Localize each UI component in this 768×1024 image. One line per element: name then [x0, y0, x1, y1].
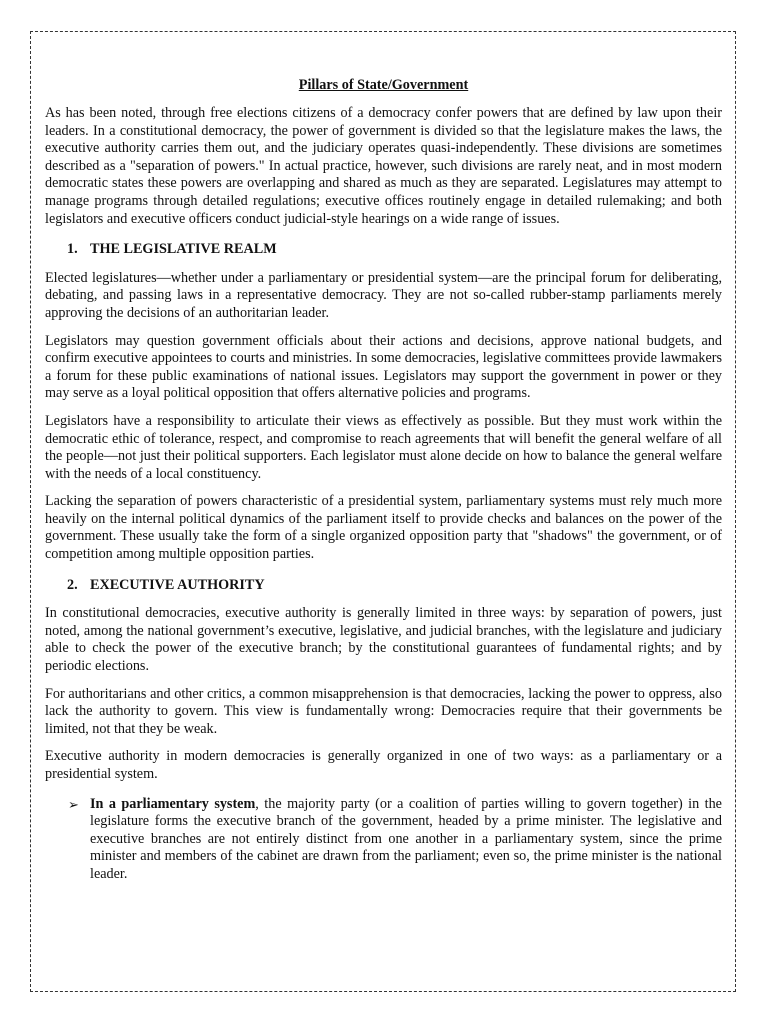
legislative-paragraph: Lacking the separation of powers characteristic of a presidential system, parliamentary systems must rely much more heavily on the internal political dynamics of the parliament itself to provide checks and balances on the power of the government. These usually take the form of a single organized opposition party that "shadows" the government, or of competition among multiple opposition parties. — [45, 493, 722, 563]
section-heading-legislative — [45, 241, 722, 259]
bullet-lead: In a parliamentary system — [90, 795, 256, 812]
arrow-bullet-icon: ➢ — [68, 796, 79, 812]
section-number: 2. — [67, 576, 78, 593]
document-body — [45, 76, 722, 884]
bullet-parliamentary-system — [45, 796, 722, 884]
executive-paragraph: Executive authority in modern democracies is generally organized in one of two ways: as a parliamentary or a presidential system. — [45, 748, 722, 782]
executive-paragraph: For authoritarians and other critics, a common misapprehension is that democracies, lacking the power to oppress, also lack the authority to govern. This view is fundamentally wrong: Democracies require that their governments be limited, not that they be weak. — [45, 685, 722, 737]
bullet-body: , the majority party (or a coalition of parties willing to govern together) in the legislature forms the executive branch of the government, headed by a prime minister. The legislative and executive branches are not entirely distinct from one another in a parliamentary system, since the prime minister and members of the cabinet are drawn from the parliament; even so, the prime minister is the national leader. — [90, 795, 722, 882]
intro-paragraph: As has been noted, through free elections citizens of a democracy confer powers that are defined by law upon their leaders. In a constitutional democracy, the power of government is divided so that the legislature makes the laws, the executive authority carries them out, and the judiciary operates quasi-independently. These divisions are sometimes described as a "separation of powers." In actual practice, however, such divisions are rarely neat, and in most modern democratic states these powers are overlapping and shared as much as they are separated. Legislatures may attempt to manage programs through detailed regulations; executive offices routinely engage in detailed rulemaking; and both legislators and executive officers conduct judicial-style hearings on a wide range of issues. — [45, 105, 722, 227]
section-heading-executive — [45, 577, 722, 595]
bullet-text — [90, 796, 722, 884]
legislative-paragraph: Legislators have a responsibility to articulate their views as effectively as possible. But they must work within the democratic ethic of tolerance, respect, and compromise to reach agreements that will benefit the general welfare of all the people—not just their political supporters. Each legislator must alone decide on how to balance the general welfare with the needs of a local constituency. — [45, 412, 722, 482]
section-title: EXECUTIVE AUTHORITY — [90, 576, 265, 593]
legislative-paragraph: Elected legislatures—whether under a parliamentary or presidential system—are the principal forum for deliberating, debating, and passing laws in a representative democracy. They are not so-called rubber-stamp parliaments merely approving the decisions of an authoritarian leader. — [45, 269, 722, 321]
executive-paragraph: In constitutional democracies, executive authority is generally limited in three ways: by separation of powers, just noted, among the national government’s executive, legislative, and judicial branches, with the legislature and judiciary able to check the power of the executive branch; by the constitutional guarantees of fundamental rights; and by periodic elections. — [45, 605, 722, 675]
section-number: 1. — [67, 241, 78, 258]
document-title: Pillars of State/Government — [298, 77, 469, 93]
section-title: THE LEGISLATIVE REALM — [90, 241, 277, 258]
legislative-paragraph: Legislators may question government officials about their actions and decisions, approve national budgets, and confirm executive appointees to courts and ministries. In some democracies, legislative committees provide lawmakers a forum for these public examinations of national issues. Legislators may support the government in power or they may serve as a loyal political opposition that offers alternative policies and programs. — [45, 332, 722, 402]
